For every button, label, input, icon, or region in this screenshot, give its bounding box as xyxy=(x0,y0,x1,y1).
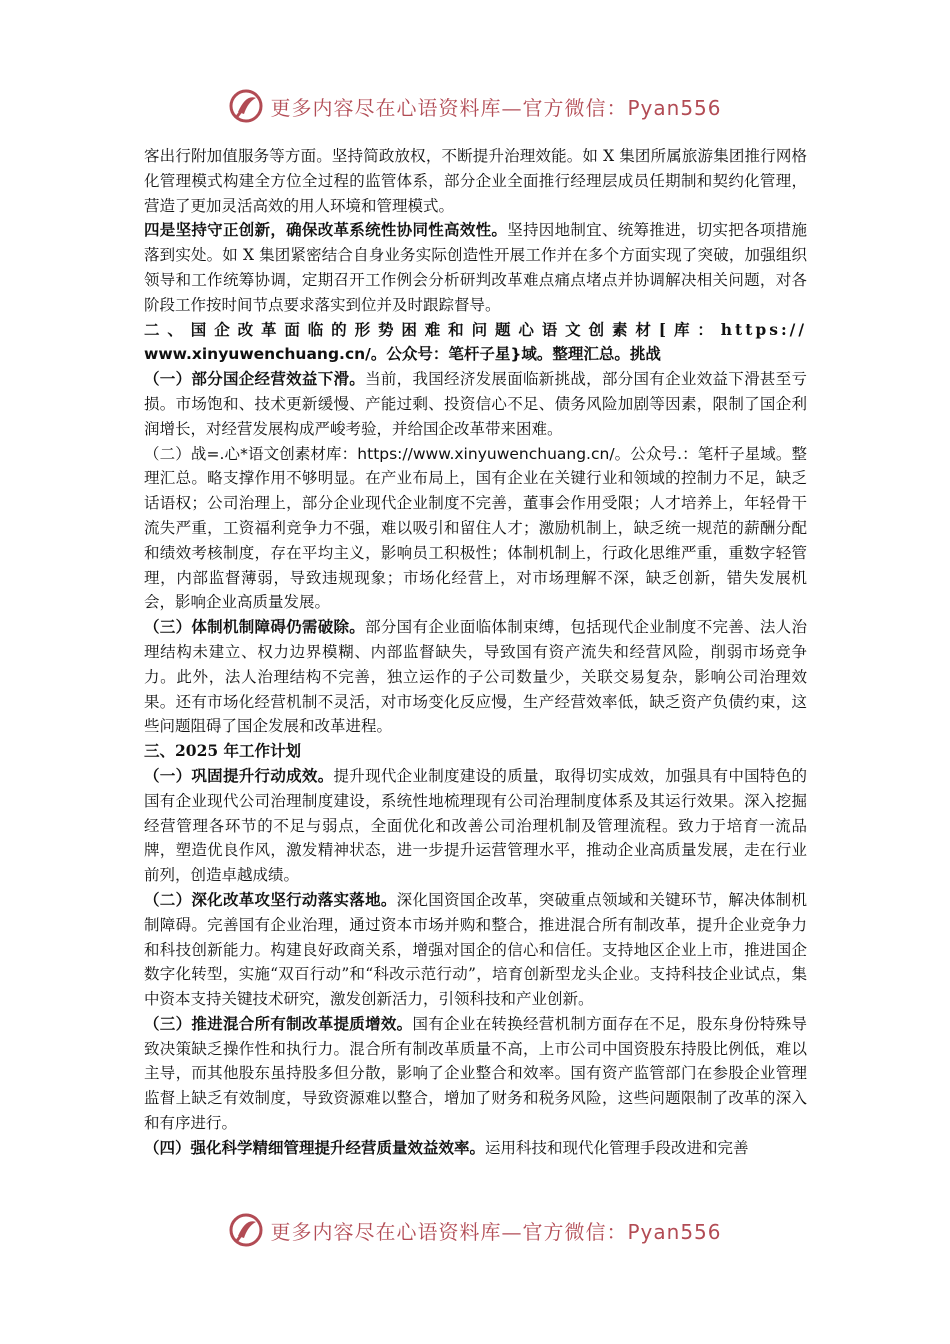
paragraph-lead: （二）深化改革攻坚行动落实落地。 xyxy=(144,890,397,909)
logo-icon xyxy=(228,1212,264,1248)
section-heading: 二、国企改革面临的形势困难和问题心语文创素材[库：https:// xyxy=(144,319,807,339)
header-banner xyxy=(0,84,950,128)
paragraph: （二）战=.心*语文创素材库：https://www.xinyuwenchuang.cn/。公众号.：笔杆子星域。整理汇总。略支撑作用不够明显。在产业布局上，国有企业在关键行业和领域的控制力不足，缺乏话语权；公司治理上，部分企业现代企业制度不完善，董事会作用受限；人才培养上，年轻骨干流失严重，工资福利竞争力不强，难以吸引和留住人才；激励机制上，缺乏统一规范的薪酬分配和绩效考核制度，存在平均主义，影响员工积极性；体制机制上，行政化思维严重，重数字轻管理，内部监督薄弱，导致违规现象；市场化经营上，对市场理解不深，缺乏创新，错失发展机会，影响企业高质量发展。 xyxy=(144,444,807,612)
paragraph-lead: 四是坚持守正创新，确保改革系统性协同性高效性。 xyxy=(144,221,508,240)
paragraph xyxy=(144,764,807,888)
paragraph xyxy=(144,615,807,739)
section-heading-continued: www.xinyuwenchuang.cn/。公众号：笔杆子星}域。整理汇总。挑战 xyxy=(144,345,661,364)
paragraph-body: 国有企业在转换经营机制方面存在不足，股东身份特殊导致决策缺乏操作性和执行力。混合所有制改革质量不高，上市公司中国资股东持股比例低，难以主导，而其他股东虽持股多但分散，影响了企业整合和效率。国有资产监管部门在参股企业管理监督上缺乏有效制度，导致资源难以整合，增加了财务和税务风险，这些问题限制了改革的深入和有序进行。 xyxy=(144,1014,807,1133)
paragraph-body: 提升现代企业制度建设的质量，取得切实成效，加强具有中国特色的国有企业现代公司治理制度建设，系统性地梳理现有公司治理制度体系及其运行效果。深入挖掘经营管理各环节的不足与弱点，全面优化和改善公司治理机制及管理流程。致力于培育一流品牌，塑造优良作风，激发精神状态，进一步提升运营管理水平，推动企业高质量发展，走在行业前列，创造卓越成绩。 xyxy=(144,766,807,885)
paragraph xyxy=(144,1012,807,1136)
paragraph-lead: （三）体制机制障碍仍需破除。 xyxy=(144,618,366,637)
wechat-id: Pyan556 xyxy=(627,95,722,120)
banner-text: 更多内容尽在心语资料库—官方微信：Pyan556 xyxy=(270,95,722,120)
paragraph-lead: （三）推进混合所有制改革提质增效。 xyxy=(144,1014,413,1033)
logo-icon xyxy=(228,88,264,124)
paragraph-body: 坚持因地制宜、统筹推进，切实把各项措施落到实处。如 X 集团紧密结合自身业务实际创造性开展工作并在多个方面实现了突破，加强组织领导和工作统筹协调，定期召开工作例会分析研判改革难点痛点堵点并协调解决相关问题，对各阶段工作按时间节点要求落实到位并及时跟踪督导。 xyxy=(144,221,807,314)
paragraph-body: 部分国有企业面临体制束缚，包括现代企业制度不完善、法人治理结构未建立、权力边界模糊、内部监督缺失，导致国有资产流失和经营风险，削弱市场竞争力。此外，法人治理结构不完善，独立运作的子公司数量少，关联交易复杂，影响公司治理效果。还有市场化经营机制不灵活，对市场变化反应慢，生产经营效率低，缺乏资产负债约束，这些问题阻碍了国企发展和改革进程。 xyxy=(144,618,807,736)
document-body xyxy=(144,144,807,1161)
paragraph-lead: （四）强化科学精细管理提升经营质量效益效率。 xyxy=(144,1138,486,1157)
section-heading: 三、2025 年工作计划 xyxy=(144,741,302,761)
paragraph-lead: （一）巩固提升行动成效。 xyxy=(144,766,334,785)
paragraph-body: 深化国资国企改革，突破重点领域和关键环节，解决体制机制障碍。完善国有企业治理，通过资本市场并购和整合，推进混合所有制改革，提升企业竞争力和科技创新能力。构建良好政商关系，增强对国企的信心和信任。支持地区企业上市，推进国企数字化转型，实施“双百行动”和“科改示范行动”，培育创新型龙头企业。支持科技企业试点，集中资本支持关键技术研究，激发创新活力，引领科技和产业创新。 xyxy=(144,890,807,1009)
paragraph xyxy=(144,1136,807,1161)
wechat-id: Pyan556 xyxy=(627,1219,722,1244)
footer-banner xyxy=(0,1208,950,1252)
banner-text: 更多内容尽在心语资料库—官方微信：Pyan556 xyxy=(270,1219,722,1244)
paragraph xyxy=(144,888,807,1012)
paragraph-lead: （一）部分国企经营效益下滑。 xyxy=(144,370,366,389)
paragraph-body: 当前，我国经济发展面临新挑战，部分国有企业效益下滑甚至亏损。市场饱和、技术更新缓慢、产能过剩、投资信心不足、债务风险加剧等因素，限制了国企利润增长，对经营发展构成严峻考验，并给国企改革带来困难。 xyxy=(144,370,807,438)
paragraph-body: 运用科技和现代化管理手段改进和完善 xyxy=(485,1138,749,1157)
paragraph xyxy=(144,367,807,441)
paragraph: 客出行附加值服务等方面。坚持简政放权，不断提升治理效能。如 X 集团所属旅游集团推行网格化管理模式构建全方位全过程的监管体系，部分企业全面推行经理层成员任期制和契约化管理，营造了更加灵活高效的用人环境和管理模式。 xyxy=(144,147,807,215)
paragraph xyxy=(144,218,807,317)
